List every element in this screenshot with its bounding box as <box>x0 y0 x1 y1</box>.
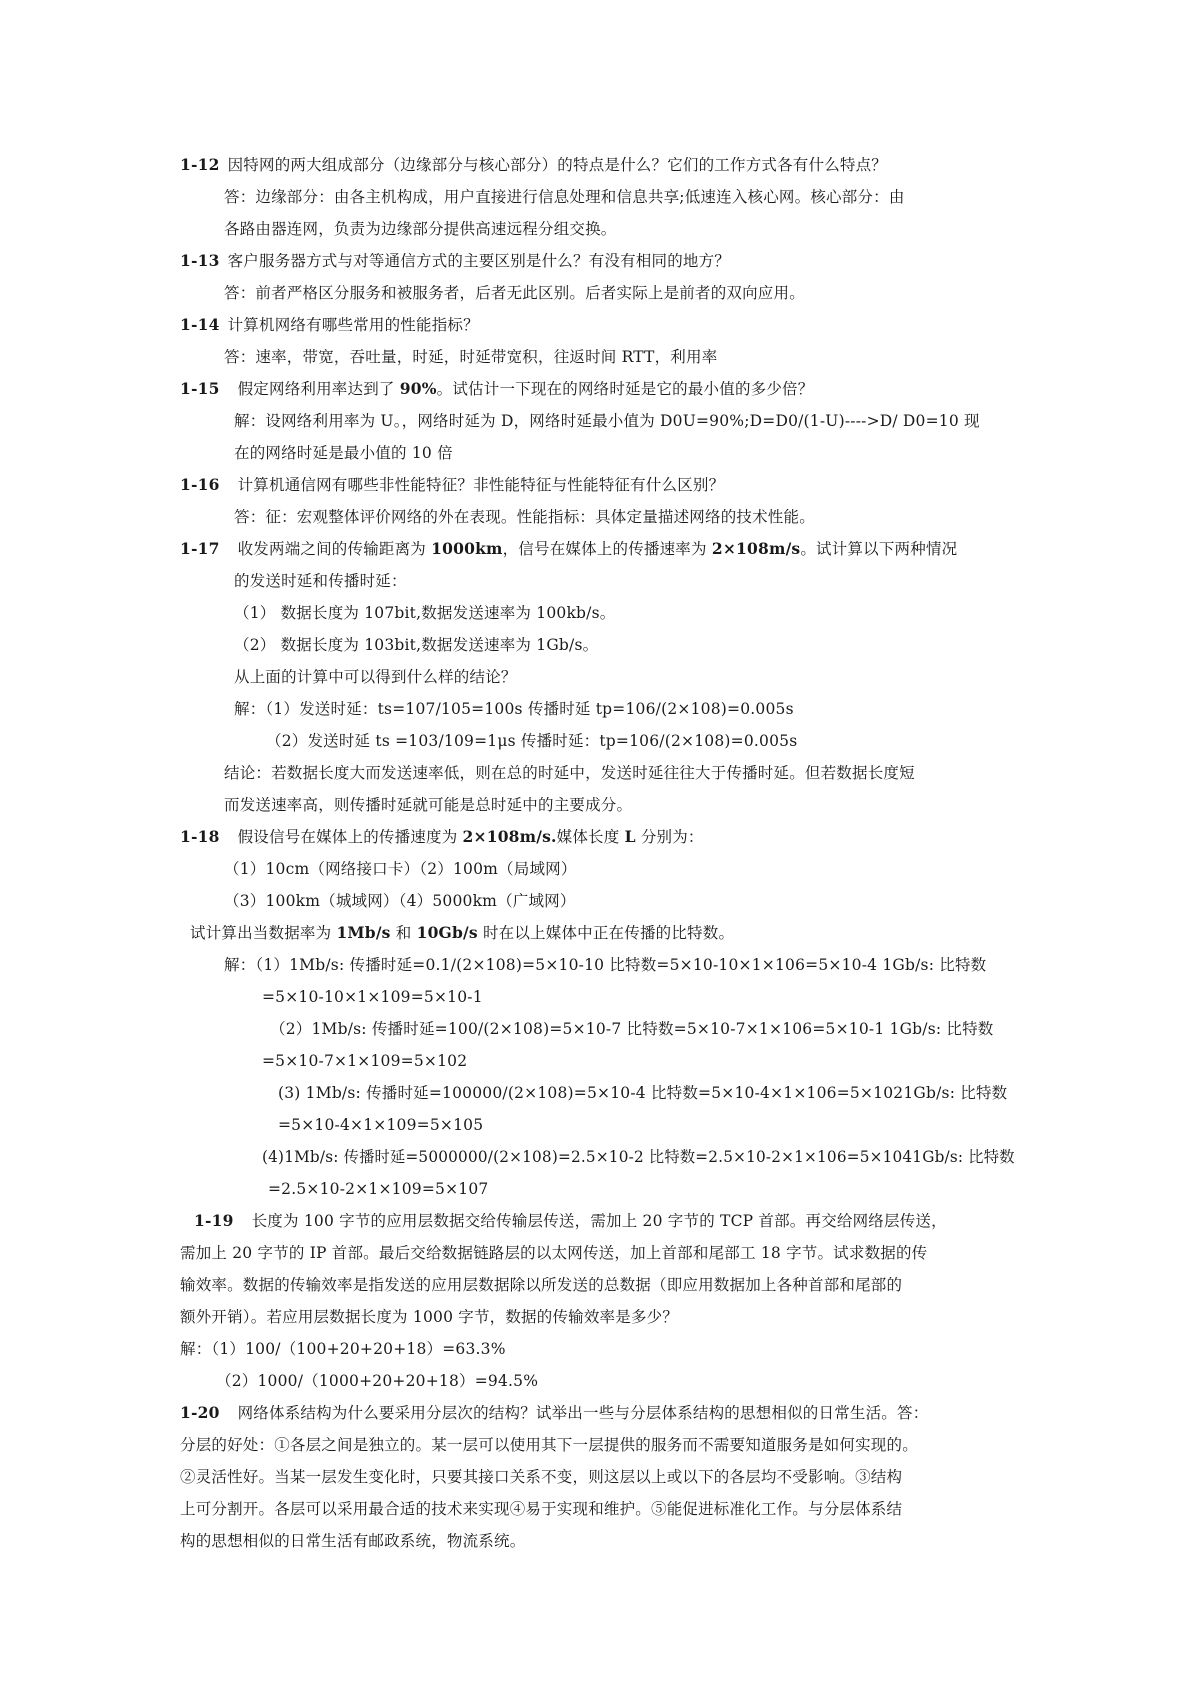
answer-1-20-line-2: 分层的好处：①各层之间是独立的。某一层可以使用其下一层提供的服务而不需要知道服务是如何实现的。 <box>180 1436 918 1454</box>
media-list-2: （3）100km（城域网）（4）5000km（广域网） <box>224 892 576 910</box>
question-1-14: 1-14 计算机网络有哪些常用的性能指标？ <box>180 315 479 334</box>
question-1-17: 1-17 收发两端之间的传输距离为 1000km，信号在媒体上的传播速率为 2×108m/s。试计算以下两种情况 <box>180 539 958 558</box>
question-1-19-line-3: 输效率。数据的传输效率是指发送的应用层数据除以所发送的总数据（即应用数据加上各种首部和尾部的 <box>180 1276 903 1294</box>
solution-1-18-4b: =2.5×10-2×1×109=5×107 <box>268 1180 489 1198</box>
solution-1-19-1: 解：（1）100/（100+20+20+18）=63.3% <box>180 1340 506 1358</box>
answer-1-20-line-4: 上可分割开。各层可以采用最合适的技术来实现④易于实现和维护。⑤能促进标准化工作。与分层体系结 <box>180 1500 903 1518</box>
answer-1-14: 答：速率，带宽，吞吐量，时延，时延带宽积，往返时间 RTT，利用率 <box>224 348 718 366</box>
answer-1-12-line-1: 答：边缘部分：由各主机构成，用户直接进行信息处理和信息共享;低速连入核心网。核心部分：由 <box>224 188 905 206</box>
task-1-18: 试计算出当数据率为 1Mb/s 和 10Gb/s 时在以上媒体中正在传播的比特数。 <box>190 923 735 942</box>
solution-1-18-1a: 解：（1）1Mb/s: 传播时延=0.1/(2×108)=5×10-10 比特数=5×10-10×1×106=5×10-4 1Gb/s: 比特数 <box>224 956 987 974</box>
question-1-19-line-1: 1-19 长度为 100 字节的应用层数据交给传输层传送，需加上 20 字节的 TCP 首部。再交给网络层传送， <box>194 1211 947 1230</box>
solution-1-18-2a: （2）1Mb/s: 传播时延=100/(2×108)=5×10-7 比特数=5×10-7×1×106=5×10-1 1Gb/s: 比特数 <box>270 1020 994 1038</box>
solution-1-18-4a: (4)1Mb/s: 传播时延=5000000/(2×108)=2.5×10-2 比特数=2.5×10-2×1×106=5×1041Gb/s: 比特数 <box>262 1148 1015 1166</box>
answer-1-20-line-5: 构的思想相似的日常生活有邮政系统，物流系统。 <box>180 1532 526 1550</box>
conclusion-1-17-line-1: 结论：若数据长度大而发送速率低，则在总的时延中，发送时延往往大于传播时延。但若数据长度短 <box>224 764 915 782</box>
solution-1-17-1: 解：（1）发送时延：ts=107/105=100s 传播时延 tp=106/(2×108)=0.005s <box>234 700 794 718</box>
answer-1-15-line-1: 解：设网络利用率为 U。，网络时延为 D，网络时延最小值为 D0U=90%;D=D0/(1-U)---->D/ D0=10 现 <box>234 412 980 430</box>
question-1-19-line-4: 额外开销）。若应用层数据长度为 1000 字节，数据的传输效率是多少？ <box>180 1308 679 1326</box>
solution-1-17-2: （2）发送时延 ts =103/109=1μs 传播时延：tp=106/(2×108)=0.005s <box>266 732 798 750</box>
answer-1-12-line-2: 各路由器连网，负责为边缘部分提供高速远程分组交换。 <box>224 220 617 238</box>
case-1-17-2: （2） 数据长度为 103bit,数据发送速率为 1Gb/s。 <box>234 636 599 654</box>
conclusion-1-17-line-2: 而发送速率高，则传播时延就可能是总时延中的主要成分。 <box>224 796 633 814</box>
solution-1-18-3a: (3) 1Mb/s: 传播时延=100000/(2×108)=5×10-4 比特数=5×10-4×1×106=5×1021Gb/s: 比特数 <box>278 1084 1008 1102</box>
solution-1-18-2b: =5×10-7×1×109=5×102 <box>262 1052 468 1070</box>
question-1-18: 1-18 假设信号在媒体上的传播速度为 2×108m/s.媒体长度 L 分别为： <box>180 827 704 846</box>
solution-1-19-2: （2）1000/（1000+20+20+18）=94.5% <box>216 1372 539 1390</box>
question-1-12: 1-12 因特网的两大组成部分（边缘部分与核心部分）的特点是什么？它们的工作方式各有什么特点？ <box>180 155 887 174</box>
question-1-15: 1-15 假定网络利用率达到了 90%。试估计一下现在的网络时延是它的最小值的多少倍？ <box>180 379 814 398</box>
answer-1-13: 答：前者严格区分服务和被服务者，后者无此区别。后者实际上是前者的双向应用。 <box>224 284 805 302</box>
answer-1-20-line-3: ②灵活性好。当某一层发生变化时，只要其接口关系不变，则这层以上或以下的各层均不受影响。③结构 <box>180 1468 903 1486</box>
question-1-19-line-2: 需加上 20 字节的 IP 首部。最后交给数据链路层的以太网传送，加上首部和尾部工 18 字节。试求数据的传 <box>180 1244 928 1262</box>
answer-1-15-line-2: 在的网络时延是最小值的 10 倍 <box>234 444 453 462</box>
solution-1-18-1b: =5×10-10×1×109=5×10-1 <box>262 988 483 1006</box>
conclusion-question-1-17: 从上面的计算中可以得到什么样的结论？ <box>234 668 517 686</box>
answer-1-16: 答：征：宏观整体评价网络的外在表现。性能指标：具体定量描述网络的技术性能。 <box>234 508 815 526</box>
question-1-20-line-1: 1-20 网络体系结构为什么要采用分层次的结构？试举出一些与分层体系结构的思想相似的日常生活。答： <box>180 1403 929 1422</box>
solution-1-18-3b: =5×10-4×1×109=5×105 <box>278 1116 484 1134</box>
case-1-17-1: （1） 数据长度为 107bit,数据发送速率为 100kb/s。 <box>234 604 616 622</box>
media-list-1: （1）10cm（网络接口卡）（2）100m（局域网） <box>224 860 577 878</box>
question-1-17-line-2: 的发送时延和传播时延： <box>234 572 407 590</box>
question-1-16: 1-16 计算机通信网有哪些非性能特征？非性能特征与性能特征有什么区别？ <box>180 475 725 494</box>
question-1-13: 1-13 客户服务器方式与对等通信方式的主要区别是什么？有没有相同的地方？ <box>180 251 730 270</box>
